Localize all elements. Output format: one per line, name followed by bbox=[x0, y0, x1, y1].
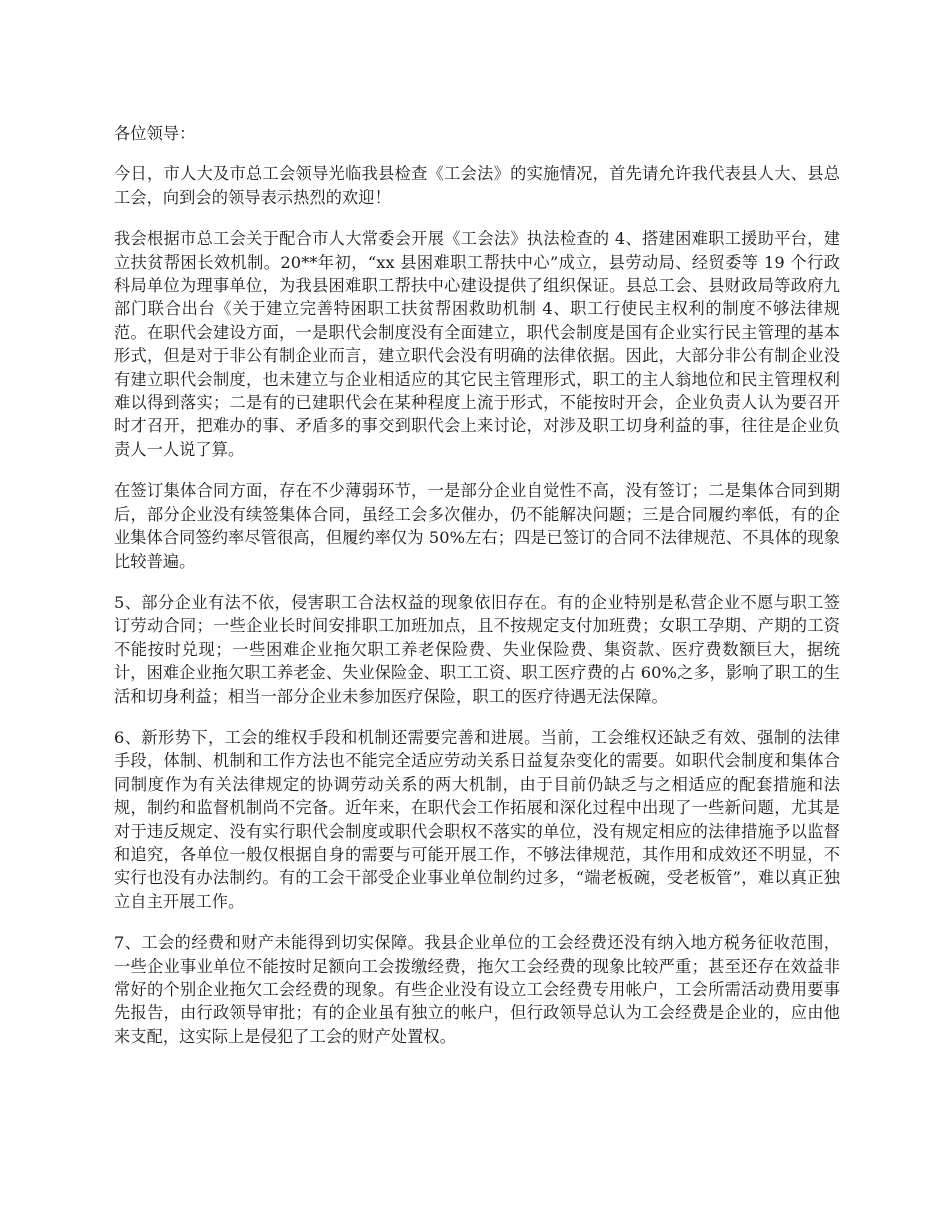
paragraph-item-7: 7、工会的经费和财产未能得到切实保障。我县企业单位的工会经费还没有纳入地方税务征收范围，一些企业事业单位不能按时足额向工会拨缴经费，拖欠工会经费的现象比较严重；甚至还存在效益非常好的个别企业拖欠工会经费的现象。有些企业没有设立工会经费专用帐户，工会所需活动费用要事先报告，由行政领导审批；有的企业虽有独立的帐户，但行政领导总认为工会经费是企业的，应由他来支配，这实际上是侵犯了工会的财产处置权。 bbox=[114, 933, 840, 1046]
paragraph-item-5: 5、部分企业有法不依，侵害职工合法权益的现象依旧存在。有的企业特别是私营企业不愿与职工签订劳动合同；一些企业长时间安排职工加班加点，且不按规定支付加班费；女职工孕期、产期的工资不能按时兑现；一些困难企业拖欠职工养老保险费、失业保险费、集资款、医疗费数额巨大，据统计，困难企业拖欠职工养老金、失业保险金、职工工资、职工医疗费的占 60%之多，影响了职工的生活和切身利益；相当一部分企业未参加医疗保险，职工的医疗待遇无法保障。 bbox=[114, 592, 840, 706]
salutation: 各位领导： bbox=[114, 124, 196, 143]
paragraph-assistance-platform: 我会根据市总工会关于配合市人大常委会开展《工会法》执法检查的 4、搭建困难职工援助平台，建立扶贫帮困长效机制。20**年初，“xx 县困难职工帮扶中心”成立，县劳动局、经贸委等 19 个行政科局单位为理事单位，为我县困难职工帮扶中心建设提供了组织保证。县总工会、县财政局等政府九部门联合出台《关于建立完善特困职工扶贫帮困救助机制 4、职工行使民主权利的制度不够法律规范。在职代会建设方面，一是职代会制度没有全面建立，职代会制度是国有企业实行民主管理的基本形式，但是对于非公有制企业而言，建立职代会没有明确的法律依据。因此，大部分非公有制企业没有建立职代会制度，也未建立与企业相适应的其它民主管理形式，职工的主人翁地位和民主管理权利难以得到落实；二是有的已建职代会在某种程度上流于形式，不能按时开会，企业负责人认为要召开时才召开，把难办的事、矛盾多的事交到职代会上来讨论，对涉及职工切身利益的事，往往是企业负责人一人说了算。 bbox=[114, 229, 840, 459]
paragraph-item-6: 6、新形势下，工会的维权手段和机制还需要完善和进展。当前，工会维权还缺乏有效、强制的法律手段，体制、机制和工作方法也不能完全适应劳动关系日益复杂变化的需要。如职代会制度和集体合同制度作为有关法律规定的协调劳动关系的两大机制，由于目前仍缺乏与之相适应的配套措施和法规，制约和监督机制尚不完备。近年来，在职代会工作拓展和深化过程中出现了一些新问题，尤其是对于违反规定、没有实行职代会制度或职代会职权不落实的单位，没有规定相应的法律措施予以监督和追究，各单位一般仅根据自身的需要与可能开展工作，不够法律规范，其作用和成效还不明显，不实行也没有办法制约。有的工会干部受企业事业单位制约过多，“端老板碗，受老板管”，难以真正独立自主开展工作。 bbox=[114, 727, 840, 911]
paragraph-welcome: 今日，市人大及市总工会领导光临我县检查《工会法》的实施情况，首先请允许我代表县人大、县总工会，向到会的领导表示热烈的欢迎！ bbox=[114, 164, 840, 207]
paragraph-collective-contract: 在签订集体合同方面，存在不少薄弱环节，一是部分企业自觉性不高，没有签订；二是集体合同到期后，部分企业没有续签集体合同，虽经工会多次催办，仍不能解决问题；三是合同履约率低，有的企业集体合同签约率尽管很高，但履约率仅为 50%左右；四是已签订的合同不法律规范、不具体的现象比较普遍。 bbox=[114, 481, 840, 571]
document-page bbox=[114, 122, 840, 1066]
